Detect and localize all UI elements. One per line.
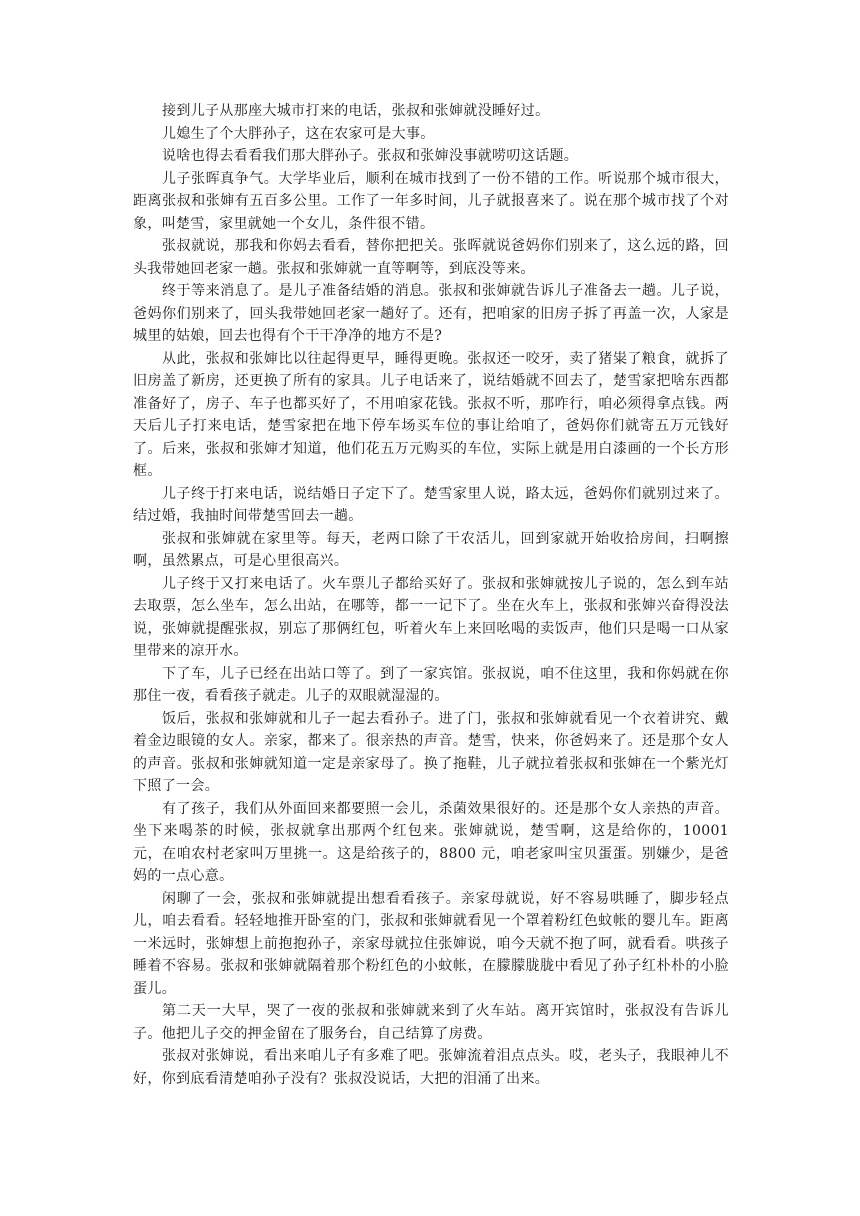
paragraph-1: 接到儿子从那座大城市打来的电话，张叔和张婶就没睡好过。	[162, 103, 550, 119]
paragraph-9: 张叔和张婶就在家里等。每天，老两口除了干农活儿，回到家就开始收拾房间，扫啊擦啊，虽然累点，可是心里很高兴。	[133, 530, 729, 569]
paragraph-11: 下了车，儿子已经在出站口等了。到了一家宾馆。张叔说，咱不住这里，我和你妈就在你那住一夜，看看孩子就走。儿子的双眼就湿湿的。	[133, 665, 729, 704]
story-body	[133, 100, 729, 1090]
paragraph-14: 闲聊了一会，张叔和张婶就提出想看看孩子。亲家母就说，好不容易哄睡了，脚步轻点儿，咱去看看。轻轻地推开卧室的门，张叔和张婶就看见一个罩着粉红色蚊帐的婴儿车。距离一米远时，张婶想上前抱抱孙子，亲家母就拉住张婶说，咱今天就不抱了呵，就看看。哄孩子睡着不容易。张叔和张婶就隔着那个粉红色的小蚊帐，在朦朦胧胧中看见了孙子红朴朴的小脸蛋儿。	[133, 890, 729, 997]
paragraph-16: 张叔对张婶说，看出来咱儿子有多难了吧。张婶流着泪点点头。哎，老头子，我眼神儿不好，你到底看清楚咱孙子没有？张叔没说话，大把的泪涌了出来。	[133, 1048, 729, 1087]
paragraph-3: 说啥也得去看看我们那大胖孙子。张叔和张婶没事就唠叨这话题。	[162, 148, 579, 164]
paragraph-2: 儿媳生了个大胖孙子，这在农家可是大事。	[162, 125, 435, 142]
paragraph-5: 张叔就说，那我和你妈去看看，替你把把关。张晖就说爸妈你们别来了，这么远的路，回头我带她回老家一趟。张叔和张婶就一直等啊等，到底没等来。	[133, 238, 729, 277]
paragraph-10: 儿子终于又打来电话了。火车票儿子都给买好了。张叔和张婶就按儿子说的，怎么到车站去取票，怎么坐车，怎么出站，在哪等，都一一记下了。坐在火车上，张叔和张婶兴奋得没法说，张婶就提醒张叔，别忘了那俩红包，听着火车上来回吆喝的卖饭声，他们只是喝一口从家里带来的凉开水。	[133, 575, 729, 659]
paragraph-7: 从此，张叔和张婶比以往起得更早，睡得更晚。张叔还一咬牙，卖了猪粜了粮食，就拆了旧房盖了新房，还更换了所有的家具。儿子电话来了，说结婚就不回去了，楚雪家把啥东西都准备好了，房子、车子也都买好了，不用咱家花钱。张叔不听，那咋行，咱必须得拿点钱。两天后儿子打来电话，楚雪家把在地下停车场买车位的事让给咱了，爸妈你们就寄五万元钱好了。后来，张叔和张婶才知道，他们花五万元购买的车位，实际上就是用白漆画的一个长方形框。	[133, 350, 729, 479]
paragraph-13: 有了孩子，我们从外面回来都要照一会儿，杀菌效果很好的。还是那个女人亲热的声音。坐下来喝茶的时候，张叔就拿出那两个红包来。张婶就说，楚雪啊，这是给你的，10001 元，在咱农村老家叫万里挑一。这是给孩子的，8800 元，咱老家叫宝贝蛋蛋。别嫌少，是爸妈的一点心意。	[133, 800, 729, 884]
paragraph-4: 儿子张晖真争气。大学毕业后，顺利在城市找到了一份不错的工作。听说那个城市很大，距离张叔和张婶有五百多公里。工作了一年多时间，儿子就报喜来了。说在那个城市找了个对象，叫楚雪，家里就她一个女儿，条件很不错。	[133, 170, 729, 232]
paragraph-12: 饭后，张叔和张婶就和儿子一起去看孙子。进了门，张叔和张婶就看见一个衣着讲究、戴着金边眼镜的女人。亲家，都来了。很亲热的声音。楚雪，快来，你爸妈来了。还是那个女人的声音。张叔和张婶就知道一定是亲家母了。换了拖鞋，儿子就拉着张叔和张婶在一个紫光灯下照了一会。	[133, 710, 729, 794]
paragraph-6: 终于等来消息了。是儿子准备结婚的消息。张叔和张婶就告诉儿子准备去一趟。儿子说，爸妈你们别来了，回头我带她回老家一趟好了。还有，把咱家的旧房子拆了再盖一次，人家是城里的姑娘，回去也得有个干干净净的地方不是?	[133, 283, 729, 344]
paragraph-8: 儿子终于打来电话，说结婚日子定下了。楚雪家里人说，路太远，爸妈你们就别过来了。结过婚，我抽时间带楚雪回去一趟。	[133, 485, 729, 524]
paragraph-15: 第二天一大早，哭了一夜的张叔和张婶就来到了火车站。离开宾馆时，张叔没有告诉儿子。他把儿子交的押金留在了服务台，自己结算了房费。	[133, 1003, 729, 1042]
